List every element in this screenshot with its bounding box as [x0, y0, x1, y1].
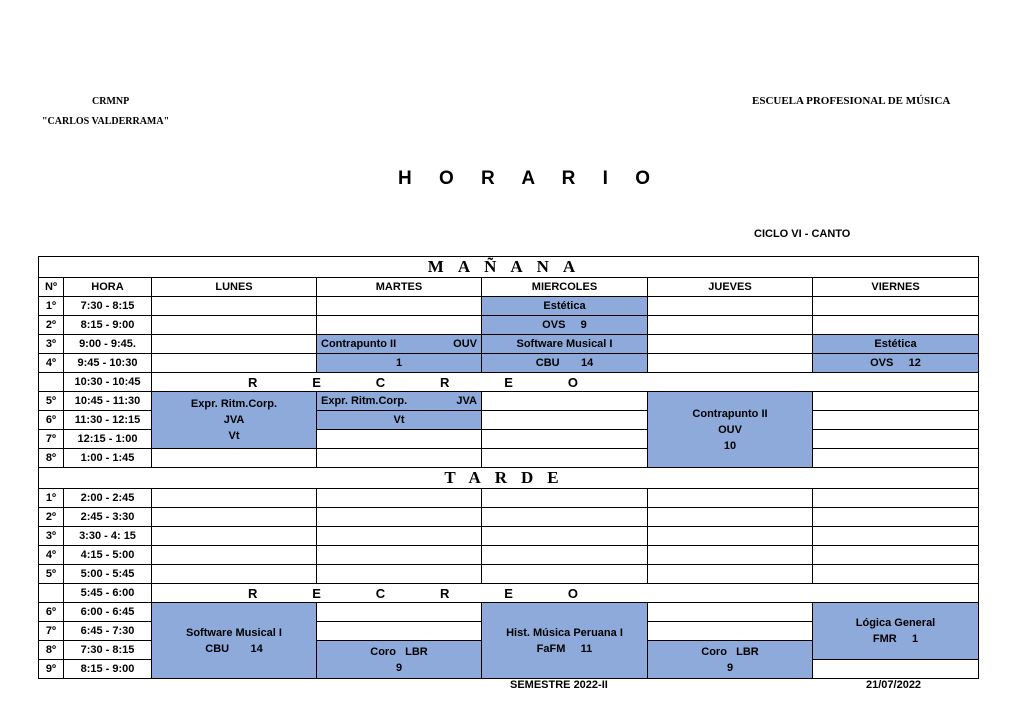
recreo-label: [152, 584, 979, 603]
empty-cell: [317, 489, 482, 508]
period-time: 4:15 - 5:00: [64, 546, 152, 565]
period-time: 6:00 - 6:45: [64, 603, 152, 622]
recreo-letter: E: [504, 585, 513, 601]
table-row: [39, 546, 979, 565]
period-time: 7:30 - 8:15: [64, 297, 152, 316]
period-number: 4º: [39, 354, 64, 373]
empty-cell: [648, 354, 813, 373]
recreo-letter: R: [440, 374, 450, 390]
col-header: HORA: [64, 278, 152, 297]
empty-cell: [648, 316, 813, 335]
empty-cell: [648, 335, 813, 354]
empty-cell: [648, 565, 813, 584]
empty-cell: [152, 335, 317, 354]
course-room: 9: [726, 661, 734, 674]
empty-cell: [482, 430, 648, 449]
recreo-letter: E: [312, 374, 321, 390]
empty-cell: [152, 449, 317, 468]
empty-cell: [152, 508, 317, 527]
period-number: 2º: [39, 316, 64, 335]
course-hist-mie: [482, 603, 648, 679]
recreo-letter: E: [504, 374, 513, 390]
recreo-letter: R: [248, 585, 258, 601]
course-logica-vie: [813, 603, 979, 660]
table-row: [39, 354, 979, 373]
empty-cell: [317, 603, 482, 622]
course-name: Contrapunto II: [321, 338, 397, 350]
empty-cell: [482, 392, 648, 411]
empty-cell: [648, 489, 813, 508]
empty-cell: [152, 489, 317, 508]
course-name: Lógica General: [855, 617, 936, 629]
period-number: [39, 584, 64, 603]
section-manana: MAÑANA: [39, 257, 979, 278]
col-header: LUNES: [152, 278, 317, 297]
empty-cell: [152, 316, 317, 335]
course-detail: FaFM 11: [536, 642, 593, 655]
course-detail: FMR 1: [872, 633, 919, 645]
period-number: 3º: [39, 527, 64, 546]
empty-cell: [813, 316, 979, 335]
recreo-letter: C: [375, 374, 386, 390]
period-time: 5:45 - 6:00: [64, 584, 152, 603]
col-header: VIERNES: [813, 278, 979, 297]
period-number: 1º: [39, 489, 64, 508]
institution-name: "CARLOS VALDERRAMA": [42, 116, 170, 127]
course-name: Hist. Música Peruana I: [506, 626, 623, 639]
empty-cell: [152, 297, 317, 316]
empty-cell: [648, 508, 813, 527]
period-number: 5º: [39, 565, 64, 584]
table-row: [39, 565, 979, 584]
course-estetica-mie-name: Estética: [482, 297, 648, 316]
empty-cell: [152, 354, 317, 373]
empty-cell: [152, 527, 317, 546]
course-estetica-vie-detail: OVS 12: [813, 354, 979, 373]
empty-cell: [813, 508, 979, 527]
column-header-row: [39, 278, 979, 297]
recreo-letter: E: [312, 585, 321, 601]
period-number: 8º: [39, 449, 64, 468]
empty-cell: [317, 508, 482, 527]
table-row: [39, 603, 979, 622]
course-software-mie-detail: CBU 14: [482, 354, 648, 373]
period-number: 1º: [39, 297, 64, 316]
period-time: 8:15 - 9:00: [64, 316, 152, 335]
course-estetica-mie-detail: OVS 9: [482, 316, 648, 335]
course-name: Software Musical I: [186, 626, 282, 639]
course-room: 9: [395, 661, 403, 674]
recreo-letter: R: [248, 374, 258, 390]
course-detail: CBU 14: [205, 642, 263, 655]
empty-cell: [648, 527, 813, 546]
empty-cell: [813, 297, 979, 316]
empty-cell: [813, 449, 979, 468]
table-row: [39, 489, 979, 508]
course-teacher: OUV: [718, 423, 742, 436]
period-number: 4º: [39, 546, 64, 565]
empty-cell: [813, 411, 979, 430]
empty-cell: [152, 546, 317, 565]
period-time: 8:15 - 9:00: [64, 660, 152, 679]
recreo-letter: C: [375, 585, 386, 601]
recreo-letter: O: [567, 374, 578, 390]
recreo-row: [39, 373, 979, 392]
course-name: Expr. Ritm.Corp.: [321, 395, 408, 407]
course-contrapunto-jue: [648, 392, 813, 468]
course-teacher: OUV: [453, 338, 477, 350]
empty-cell: [813, 489, 979, 508]
date-label: 21/07/2022: [866, 679, 922, 691]
table-row: [39, 508, 979, 527]
empty-cell: [813, 527, 979, 546]
course-software-mie-name: Software Musical I: [482, 335, 648, 354]
course-contrapunto-mar-top: [317, 335, 482, 354]
empty-cell: [317, 316, 482, 335]
course-name: Expr. Ritm.Corp.: [190, 398, 278, 410]
course-name: Coro LBR: [370, 645, 428, 658]
period-time: 2:45 - 3:30: [64, 508, 152, 527]
period-number: 6º: [39, 411, 64, 430]
empty-cell: [482, 527, 648, 546]
period-number: 6º: [39, 603, 64, 622]
course-coro-jue: [648, 641, 813, 679]
period-time: 10:45 - 11:30: [64, 392, 152, 411]
empty-cell: [152, 565, 317, 584]
table-row: [39, 335, 979, 354]
table-row: [39, 316, 979, 335]
course-room: 10: [723, 439, 737, 452]
empty-cell: [482, 565, 648, 584]
period-number: 3º: [39, 335, 64, 354]
period-time: 7:30 - 8:15: [64, 641, 152, 660]
period-time: 10:30 - 10:45: [64, 373, 152, 392]
empty-cell: [317, 527, 482, 546]
period-time: 9:45 - 10:30: [64, 354, 152, 373]
recreo-letter: O: [567, 585, 578, 601]
period-time: 11:30 - 12:15: [64, 411, 152, 430]
empty-cell: [317, 622, 482, 641]
course-name: Contrapunto II: [692, 407, 768, 420]
empty-cell: [648, 297, 813, 316]
section-tarde: TARDE: [39, 468, 979, 489]
course-teacher: JVA: [223, 414, 245, 426]
empty-cell: [648, 546, 813, 565]
table-row: [39, 449, 979, 468]
col-header: Nº: [39, 278, 64, 297]
period-number: 8º: [39, 641, 64, 660]
recreo-label: [152, 373, 979, 392]
period-number: [39, 373, 64, 392]
period-number: 7º: [39, 430, 64, 449]
empty-cell: [317, 430, 482, 449]
col-header: JUEVES: [648, 278, 813, 297]
table-row: [39, 527, 979, 546]
period-time: 6:45 - 7:30: [64, 622, 152, 641]
empty-cell: [482, 489, 648, 508]
cycle-label: CICLO VI - CANTO: [754, 228, 851, 240]
empty-cell: [482, 508, 648, 527]
course-teacher: JVA: [456, 395, 477, 407]
course-coro-mar: [317, 641, 482, 679]
empty-cell: [813, 565, 979, 584]
empty-cell: [317, 449, 482, 468]
period-time: 3:30 - 4: 15: [64, 527, 152, 546]
course-expr-mar-room: Vt: [317, 411, 482, 430]
course-expr-lun: [152, 392, 317, 449]
period-number: 9º: [39, 660, 64, 679]
empty-cell: [317, 297, 482, 316]
empty-cell: [482, 449, 648, 468]
period-time: 9:00 - 9:45.: [64, 335, 152, 354]
course-expr-mar-top: [317, 392, 482, 411]
recreo-row: [39, 584, 979, 603]
period-time: 2:00 - 2:45: [64, 489, 152, 508]
period-time: 5:00 - 5:45: [64, 565, 152, 584]
col-header: MARTES: [317, 278, 482, 297]
empty-cell: [648, 622, 813, 641]
course-name: Coro LBR: [701, 645, 759, 658]
empty-cell: [648, 603, 813, 622]
empty-cell: [813, 430, 979, 449]
semester-label: SEMESTRE 2022-II: [510, 679, 608, 691]
period-number: 2º: [39, 508, 64, 527]
school-name: ESCUELA PROFESIONAL DE MÚSICA: [752, 95, 951, 107]
recreo-letter: R: [440, 585, 450, 601]
period-time: 1:00 - 1:45: [64, 449, 152, 468]
period-number: 5º: [39, 392, 64, 411]
institution-code: CRMNP: [92, 96, 130, 107]
period-time: 12:15 - 1:00: [64, 430, 152, 449]
table-row: [39, 392, 979, 411]
period-number: 7º: [39, 622, 64, 641]
table-row: [39, 297, 979, 316]
course-room: Vt: [228, 430, 240, 442]
empty-cell: [813, 660, 979, 679]
col-header: MIERCOLES: [482, 278, 648, 297]
empty-cell: [317, 565, 482, 584]
course-software-lun: [152, 603, 317, 679]
empty-cell: [317, 546, 482, 565]
empty-cell: [813, 546, 979, 565]
empty-cell: [482, 546, 648, 565]
empty-cell: [482, 411, 648, 430]
schedule-table: [38, 256, 979, 679]
empty-cell: [813, 392, 979, 411]
course-contrapunto-mar-room: 1: [317, 354, 482, 373]
page-title: H O R A R I O: [398, 168, 661, 189]
course-estetica-vie-name: Estética: [813, 335, 979, 354]
